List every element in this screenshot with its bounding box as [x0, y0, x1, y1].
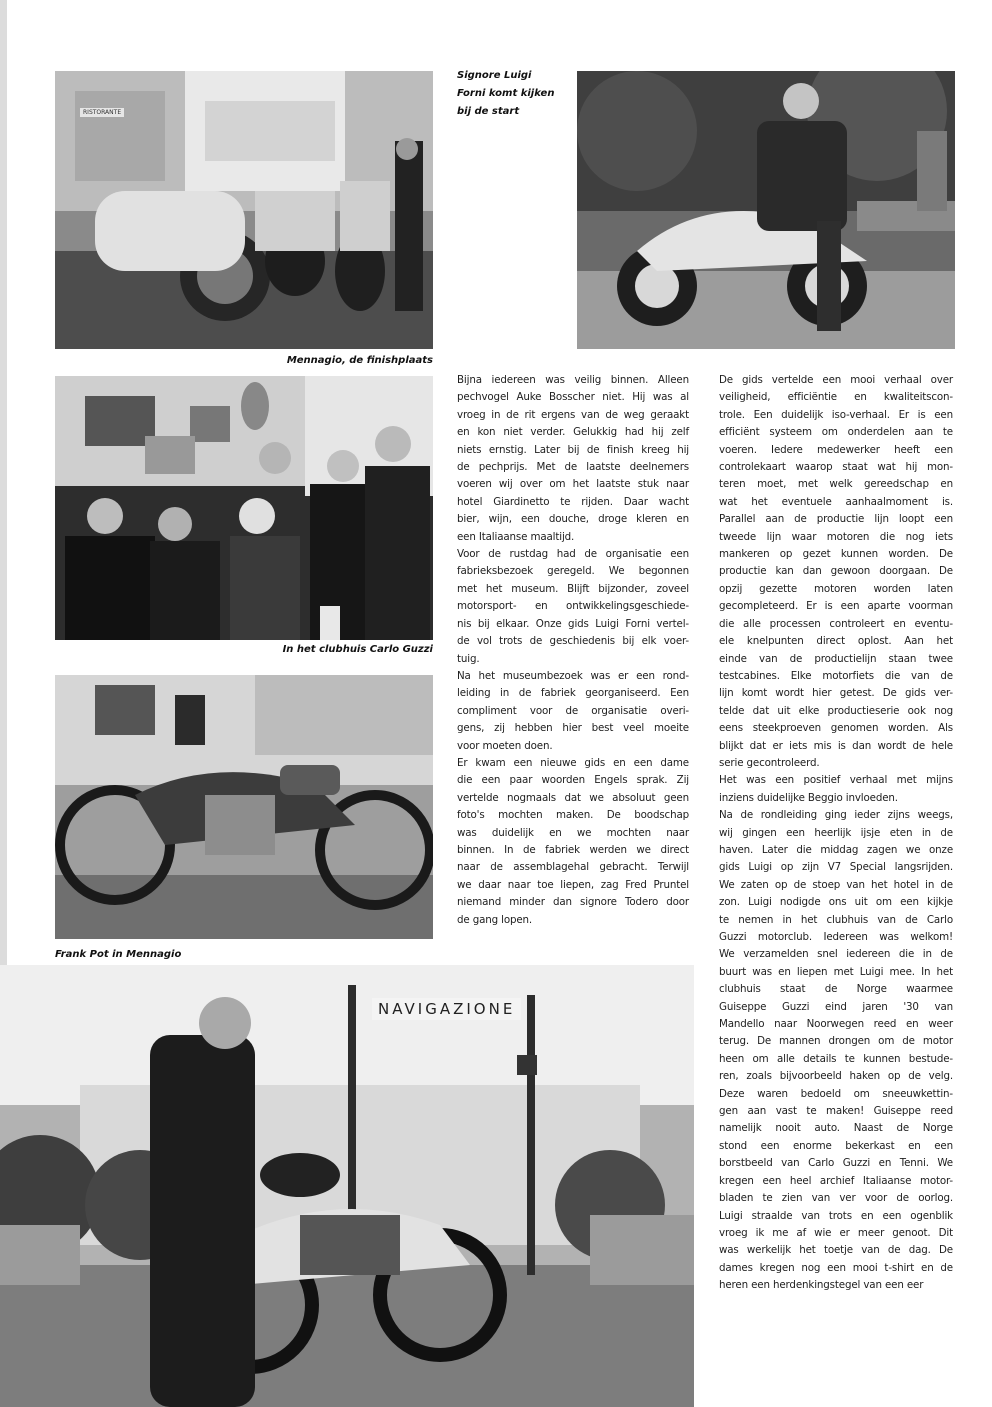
text-line: buurt was en liepen met Luigi mee. In het	[719, 965, 953, 978]
text-line: veiligheid, efficiëntie en kwaliteitscon-	[719, 391, 953, 404]
text-line: gen aan vast te maken! Guiseppe reed	[719, 1105, 953, 1118]
caption-luigi-line-2: Forni komt kijken	[457, 88, 555, 99]
text-line: die een paar woorden Engels sprak. Zij	[457, 774, 689, 787]
text-line: namelijk nooit auto. Naast de Norge	[719, 1122, 953, 1135]
text-line: nis bij elkaar. Onze gids Luigi Forni vertel-	[457, 617, 689, 630]
article-column-middle	[457, 372, 689, 929]
text-line: teren moet, met welk gereedschap en	[719, 478, 953, 491]
text-line: stond een enorme bekerkast en een	[719, 1139, 953, 1152]
text-line: de gang lopen.	[457, 913, 533, 926]
caption-clubhuis: In het clubhuis Carlo Guzzi	[282, 644, 433, 655]
text-line: opzij gezette motoren worden laten	[719, 582, 953, 595]
text-line: inziens duidelijke Beggio invloeden.	[719, 791, 898, 804]
text-line: de pechprijs. Met de laatste deelnemers	[457, 461, 689, 474]
text-line: serie gecontroleerd.	[719, 756, 820, 769]
text-line: foto's mochten maken. De boodschap	[457, 809, 689, 822]
text-line: heen om alle details te kunnen bestude-	[719, 1052, 953, 1065]
text-line: dames kregen nog een mooi t-shirt en de	[719, 1261, 953, 1274]
caption-luigi-line-3: bij de start	[457, 106, 520, 117]
text-line: te nemen in het clubhuis van de Carlo	[719, 913, 953, 926]
text-line: gids Luigi op zijn V7 Special langsrijden.	[719, 861, 953, 874]
text-line: fabrieksbezoek geregeld. We begonnen	[457, 565, 689, 578]
text-line: tweede lijn waar motoren die nog iets	[719, 530, 953, 543]
text-line: bier, wijn, een douche, droge kleren en	[457, 513, 689, 526]
text-line: tuig.	[457, 652, 480, 665]
text-line: clubhuis staat de Norge waarmee	[719, 983, 953, 996]
restaurant-sign: RISTORANTE	[80, 108, 124, 117]
text-line: vertelde nogmaals dat we absoluut geen	[457, 791, 689, 804]
text-line: ren, zoals bijvoorbeeld haken op de velg.	[719, 1070, 953, 1083]
caption-frank: Frank Pot in Mennagio	[55, 949, 182, 960]
text-line: zon. Luigi nodigde ons uit om een kijkje	[719, 896, 953, 909]
text-line: telde dat uit elke productieserie ook nog	[719, 704, 953, 717]
caption-luigi	[457, 67, 554, 121]
text-line: Guzzi motorclub. Iedereen was welkom!	[719, 931, 953, 943]
text-line: trole. Een duidelijk iso-verhaal. Er is een	[719, 408, 953, 421]
text-line: hotel Giardinetto te rijden. Daar wacht	[457, 495, 689, 508]
text-line: bladen te zien van ver voor de oorlog.	[719, 1192, 953, 1205]
text-line: binnen. In de fabriek werden we direct	[457, 843, 689, 856]
text-line: Mandello naar Noorwegen reed en weer	[719, 1018, 953, 1031]
text-line: heren een herdenkingstegel van een eer	[719, 1279, 924, 1292]
text-line: Deze waren bedoeld om sneeuwkettin-	[719, 1087, 953, 1100]
text-line: Na de rondleiding ging ieder zijns weegs,	[719, 809, 953, 822]
text-line: niemand minder dan signore Todero door	[457, 896, 689, 909]
text-line: gens, zij hebben hier best veel moeite	[457, 722, 689, 735]
text-line: vroeg in de rit ergens van de weg geraakt	[457, 408, 689, 421]
text-line: en kon niet verder. Gelukkig had hij zelf	[457, 426, 689, 439]
text-line: was werkelijk het toetje van de dag. De	[719, 1244, 953, 1257]
text-line: een Italiaanse maaltijd.	[457, 530, 575, 543]
text-line: ele knelpunten direct oplost. Aan het	[719, 635, 953, 648]
text-line: De gids vertelde een mooi verhaal over	[719, 374, 953, 386]
text-line: compliment voor de organisatie overi-	[457, 704, 689, 717]
text-line: productie kan dan gewoon doorgaan. De	[719, 565, 953, 578]
text-line: eens steekproeven genomen worden. Als	[719, 722, 953, 735]
text-line: vroeg ik me af wie er meer genoot. Dit	[719, 1226, 953, 1239]
text-line: haven. Later die middag zagen we onze	[719, 843, 953, 856]
text-line: naar de assemblagehal gebracht. Terwijl	[457, 861, 689, 874]
text-line: de vol trots de geschiedenis bij elk voer-	[457, 635, 689, 648]
text-line: niets ernstig. Later bij de finish kreeg hij	[457, 443, 689, 456]
text-line: we daar naar toe liepen, zag Fred Pruntel	[457, 878, 689, 891]
text-line: We verzamelden snel iedereen die in de	[719, 948, 953, 961]
photo-clubhuis-group	[55, 376, 433, 640]
text-line: gecompleteerd. Er is een aparte voorman	[719, 600, 953, 613]
text-line: met het museum. Blijft bijzonder, zoveel	[457, 582, 689, 595]
caption-finish: Mennagio, de finishplaats	[286, 355, 433, 366]
text-line: wat het eventuele aanhaalmoment is.	[719, 495, 953, 508]
article-column-right	[719, 372, 953, 1295]
text-line: Er kwam een nieuwe gids en een dame	[457, 756, 689, 769]
text-line: We zaten op de stoep van het hotel in de	[719, 878, 953, 891]
text-line: Parallel aan de productie lijn loopt een	[719, 513, 953, 526]
text-line: Luigi straalde van trots en een ogenblik	[719, 1209, 953, 1222]
text-line: Bijna iedereen was veilig binnen. Alleen	[457, 374, 689, 386]
text-line: voeren. Iedere medewerker heeft een	[719, 443, 953, 456]
photo-frank-pot	[0, 965, 694, 1407]
text-line: Na het museumbezoek was er een rond-	[457, 669, 689, 682]
text-line: testcabines. Elke motorfiets die van de	[719, 669, 953, 682]
text-line: die alle processen controleert en eventu-	[719, 617, 953, 630]
text-line: leiding in de fabriek georganiseerd. Een	[457, 687, 689, 700]
navigazione-sign: NAVIGAZIONE	[372, 998, 521, 1020]
text-line: kregen een heel archief Italiaanse motor-	[719, 1174, 953, 1187]
text-line: blijkt dat er iets mis is dan wordt de hele	[719, 739, 953, 752]
text-line: borstbeeld van Carlo Guzzi en Tenni. We	[719, 1157, 953, 1170]
text-line: lijn komt wordt hier getest. De gids ver-	[719, 687, 953, 700]
text-line: efficiënt systeem om onderdelen aan te	[719, 426, 953, 439]
text-line: controlekaart waarop staat wat hij mon-	[719, 461, 953, 474]
text-line: Voor de rustdag had de organisatie een	[457, 548, 689, 561]
text-line: motorsport- en ontwikkelingsgeschiede-	[457, 600, 689, 613]
photo-luigi-forni	[577, 71, 955, 349]
text-line: voeren wij over om het laatste stuk naar	[457, 478, 689, 491]
text-line: pechvogel Auke Bosscher niet. Hij was al	[457, 391, 689, 404]
text-line: einde van de productielijn staan twee	[719, 652, 953, 665]
text-line: terug. De mannen drongen om de motor	[719, 1035, 953, 1048]
text-line: Het was een positief verhaal met mijns	[719, 774, 953, 787]
text-line: mankeren op gezet kunnen worden. De	[719, 548, 953, 561]
text-line: wij gingen een heerlijk ijsje eten in de	[719, 826, 953, 839]
text-line: Guiseppe Guzzi eind jaren '30 van	[719, 1000, 953, 1013]
caption-luigi-line-1: Signore Luigi	[457, 70, 532, 81]
photo-norge-motorcycle	[55, 675, 433, 939]
text-line: was duidelijk en we mochten naar	[457, 826, 689, 839]
text-line: voor moeten doen.	[457, 739, 553, 752]
